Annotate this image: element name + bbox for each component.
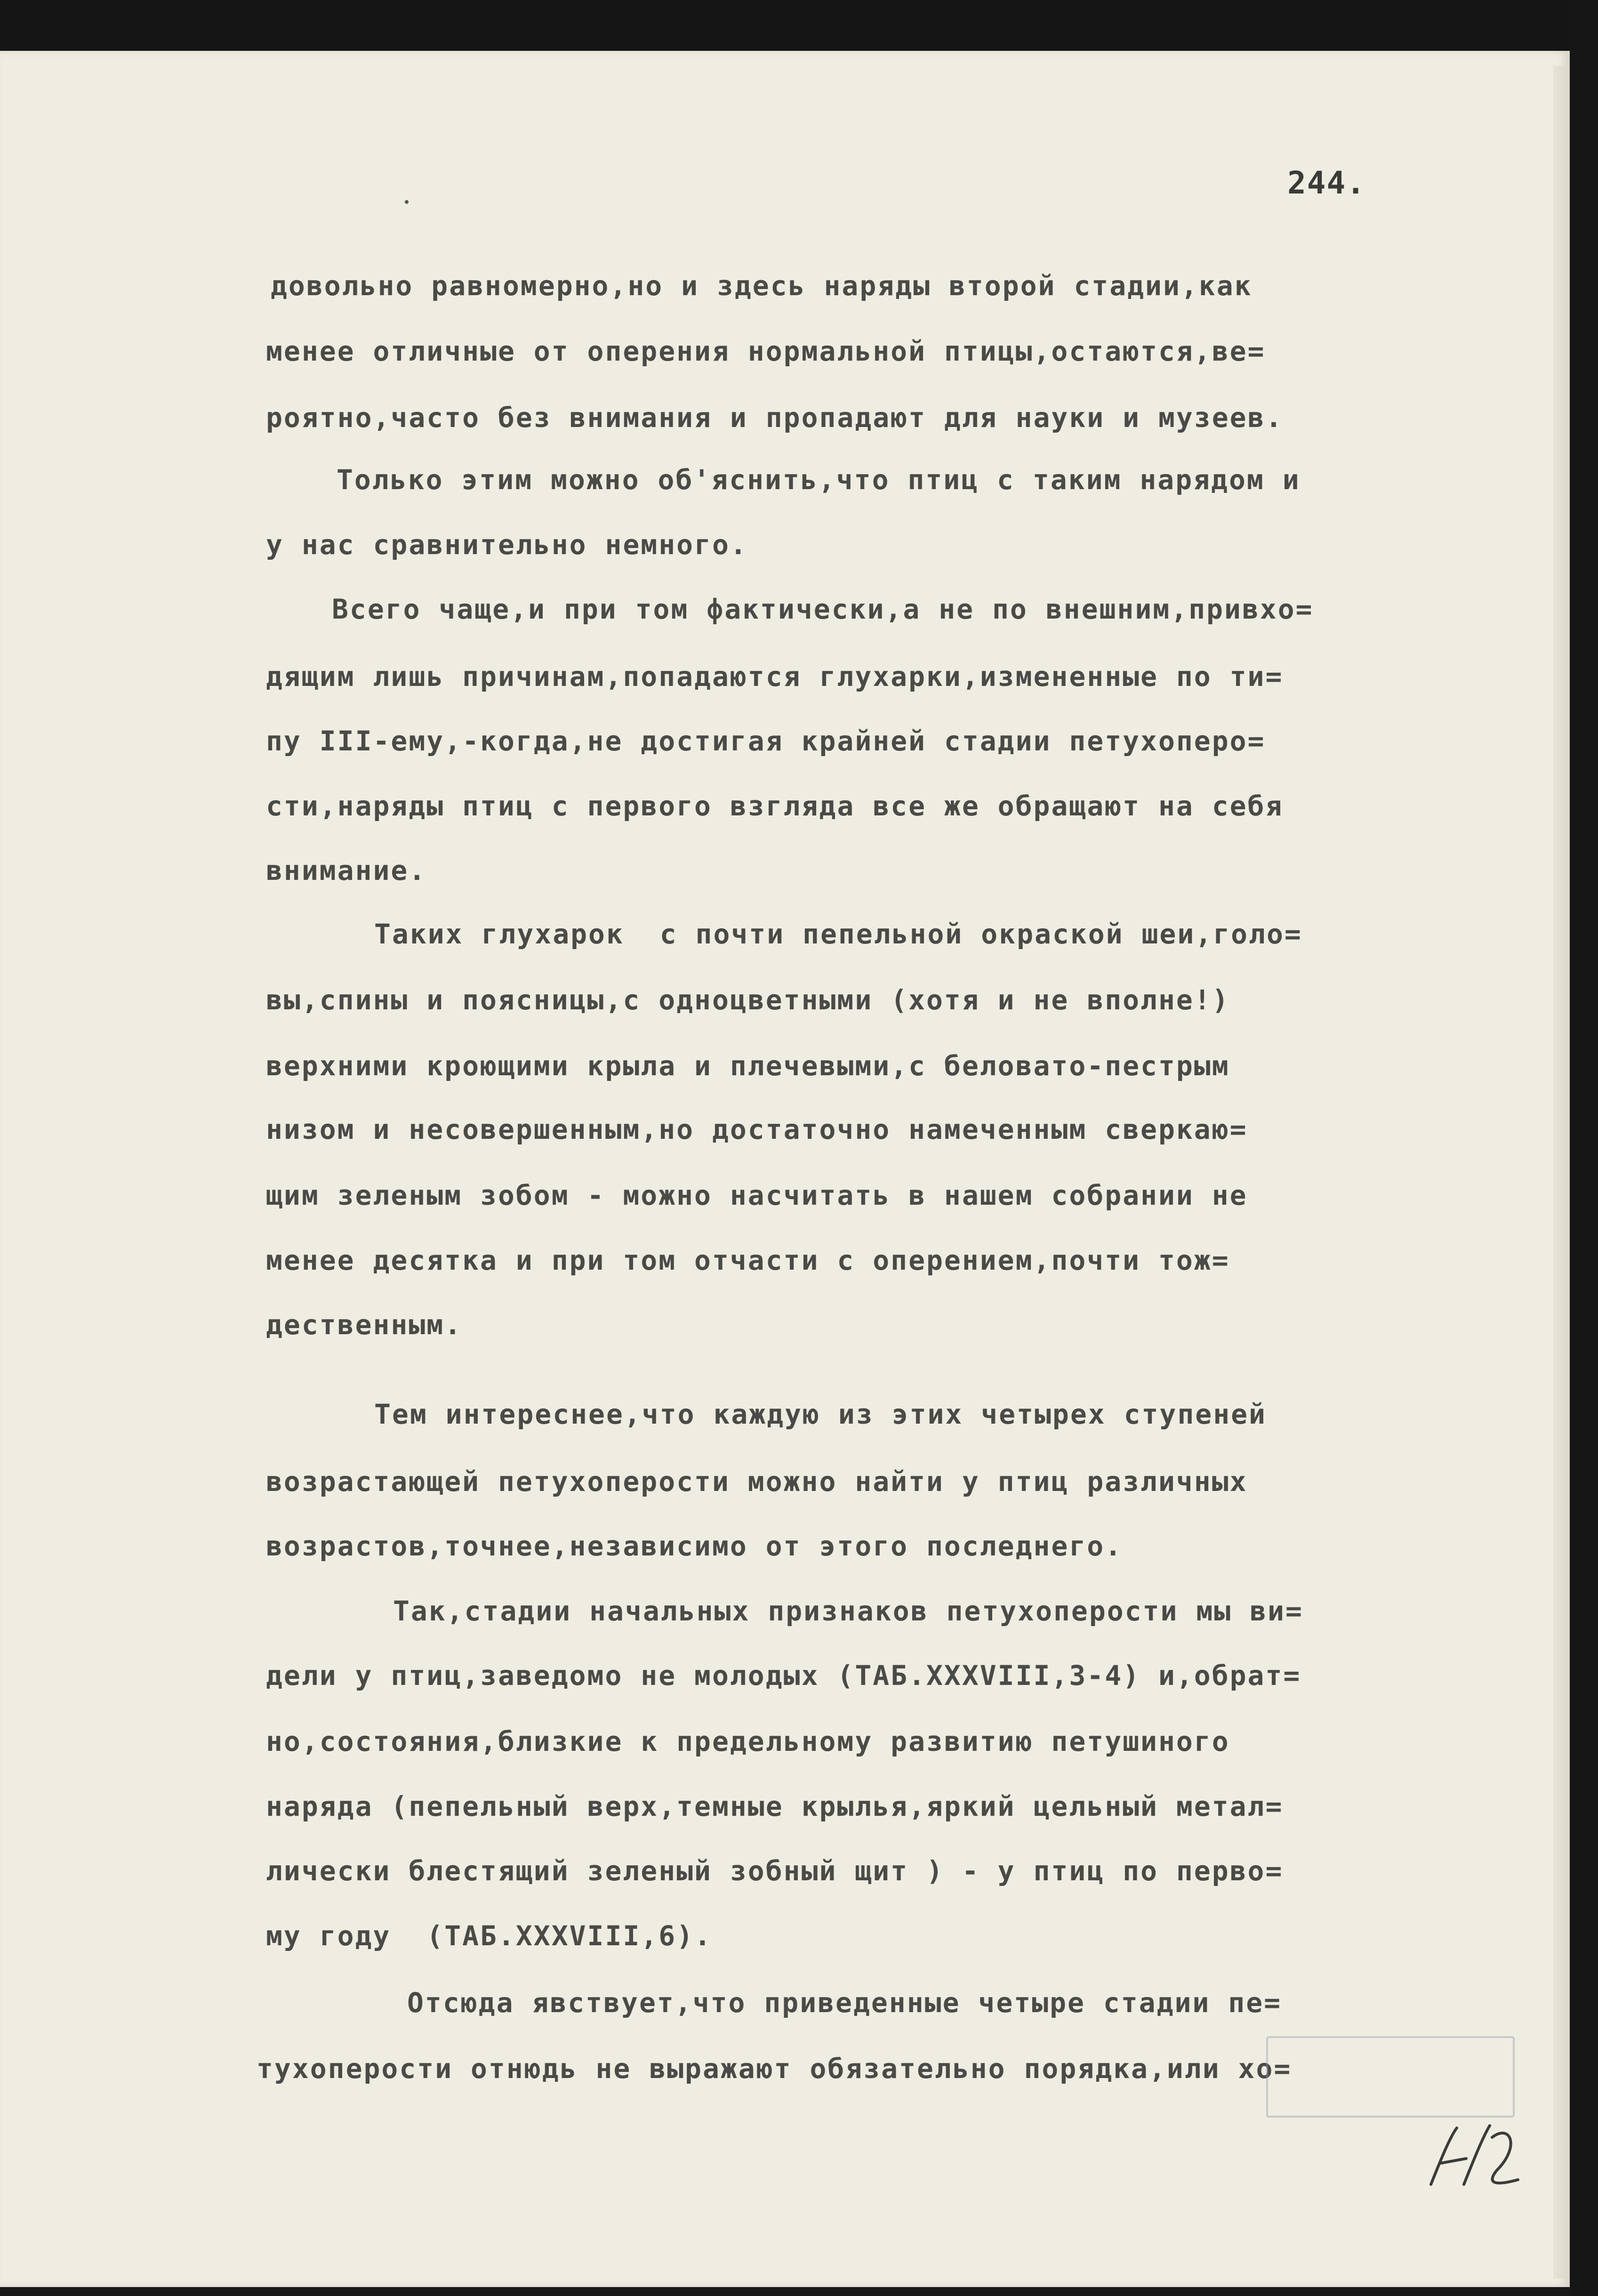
text-line: лически блестящий зеленый зобный щит ) - у птиц по перво= bbox=[266, 1855, 1284, 1887]
text-line: возрастающей петухоперости можно найти у птиц различных bbox=[266, 1466, 1248, 1498]
text-line: низом и несовершенным,но достаточно намеченным сверкаю= bbox=[266, 1113, 1248, 1145]
text-line: щим зеленым зобом - можно насчитать в нашем собрании не bbox=[266, 1179, 1248, 1211]
text-line: наряда (пепельный верх,темные крылья,яркий цельный метал= bbox=[266, 1790, 1284, 1822]
text-line: но,состояния,близкие к предельному развитию петушиного bbox=[266, 1725, 1230, 1757]
text-line: верхними кроющими крыла и плечевыми,с беловато-пестрым bbox=[266, 1050, 1230, 1082]
text-line: пу III-ему,-когда,не достигая крайней стадии петухоперо= bbox=[266, 725, 1266, 757]
text-line: дели у птиц,заведомо не молодых (ТАБ.XXXVIII,3-4) и,обрат= bbox=[266, 1660, 1301, 1692]
text-line: довольно равномерно,но и здесь наряды второй стадии,как bbox=[271, 270, 1253, 302]
text-line: Отсюда явствует,что приведенные четыре стадии пе= bbox=[407, 1987, 1282, 2019]
page-number: 244. bbox=[1287, 165, 1366, 201]
text-line: вы,спины и поясницы,с одноцветными (хотя и не вполне!) bbox=[266, 984, 1230, 1016]
text-line: внимание. bbox=[266, 854, 427, 886]
page-edge bbox=[1553, 66, 1572, 2279]
text-line: менее десятка и при том отчасти с оперением,почти тож= bbox=[266, 1244, 1230, 1276]
text-line: тухоперости отнюдь не выражают обязательно порядка,или хо= bbox=[257, 2053, 1292, 2085]
text-line: роятно,часто без внимания и пропадают для науки и музеев. bbox=[266, 402, 1284, 434]
text-line: дественным. bbox=[266, 1309, 463, 1341]
text-line: дящим лишь причинам,попадаются глухарки,измененные по ти= bbox=[266, 661, 1284, 693]
text-line: му году (ТАБ.XXXVIII,6). bbox=[266, 1920, 712, 1952]
scan-right-background bbox=[1570, 0, 1598, 2296]
text-line: Тем интереснее,что каждую из этих четырех ступеней bbox=[374, 1398, 1267, 1430]
text-line: Только этим можно об'яснить,что птиц с таким нарядом и bbox=[337, 464, 1301, 496]
text-line: Всего чаще,и при том фактически,а не по внешним,привхо= bbox=[332, 593, 1314, 625]
text-line: Таких глухарок с почти пепельной окраской шеи,голо= bbox=[374, 918, 1302, 950]
handwritten-folio-mark bbox=[1421, 2119, 1525, 2194]
text-line: сти,наряды птиц с первого взгляда все же обращают на себя bbox=[266, 790, 1284, 822]
text-line: менее отличные от оперения нормальной птицы,остаются,ве= bbox=[266, 335, 1266, 367]
archive-stamp bbox=[1266, 2036, 1515, 2118]
text-line: у нас сравнительно немного. bbox=[266, 529, 748, 561]
text-line: возрастов,точнее,независимо от этого последнего. bbox=[266, 1530, 1123, 1562]
text-line: Так,стадии начальных признаков петухоперости мы ви= bbox=[393, 1595, 1303, 1627]
